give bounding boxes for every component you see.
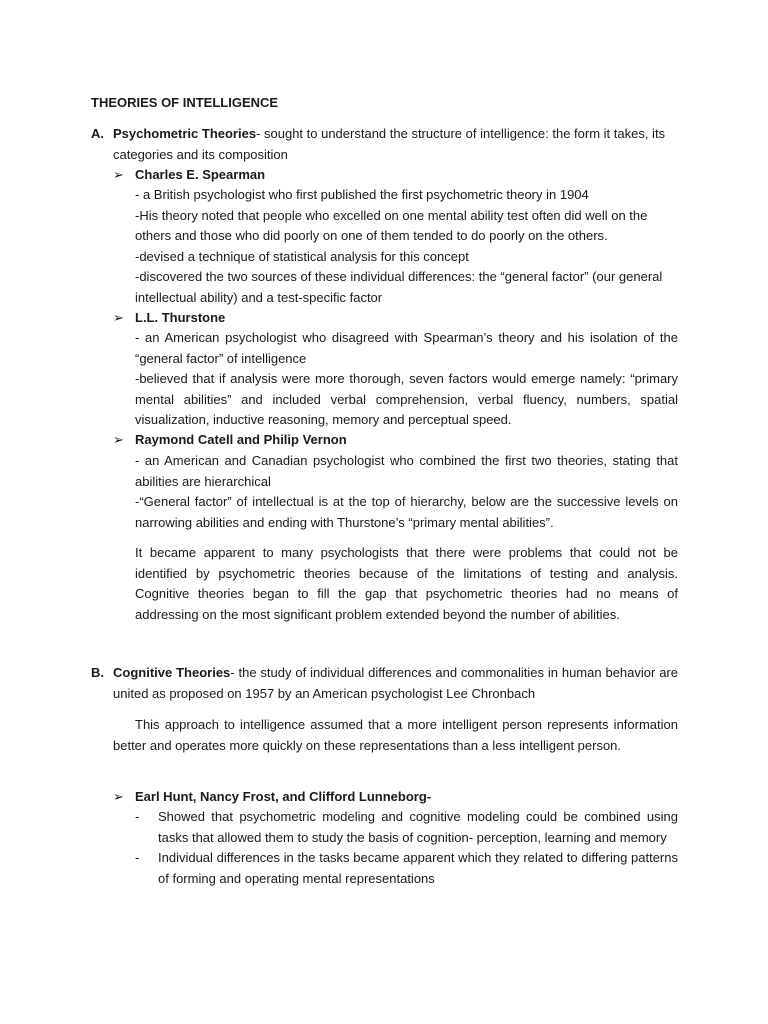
section-a-closing: It became apparent to many psychologists that there were problems that could not be identified by psychometric theories because of the limitations of testing and analysis. Cognitive theories began to fill the gap that psychometric theories had no means of addressing on the most significant problem extended beyond the number of abilities. [135, 545, 678, 622]
section-b-letter: B. [91, 665, 104, 680]
list-item-text: Showed that psychometric modeling and cognitive modeling could be combined using tasks that allowed them to study the basis of cognition- perception, learning and memory [158, 809, 678, 845]
theorist-catell-vernon [113, 430, 678, 451]
section-a-letter: A. [91, 126, 104, 141]
theorist-spearman [113, 165, 678, 186]
section-a-heading [91, 124, 678, 165]
section-a-intro: - sought to understand the structure of intelligence: the form it takes, its categories and its composition [113, 126, 666, 162]
note-line: -devised a technique of statistical analysis for this concept [135, 248, 469, 264]
arrow-bullet-icon: ➢ [113, 432, 124, 447]
thurstone-notes [135, 328, 678, 431]
theorist-name: Earl Hunt, Nancy Frost, and Clifford Lunneborg- [135, 789, 432, 804]
hunt-items [135, 807, 678, 889]
section-b-intro: - the study of individual differences and commonalities in human behavior are united as proposed on 1957 by an American psychologist Lee Chronbach [113, 665, 678, 701]
catell-vernon-notes [135, 451, 678, 533]
list-item [135, 807, 678, 848]
section-b-intro-block [113, 663, 678, 704]
note-line: -“General factor” of intellectual is at the top of hierarchy, below are the successive levels on narrowing abilities and ending with Thurstone’s “primary mental abilities”. [135, 494, 678, 530]
note-line: -discovered the two sources of these individual differences: the “general factor” (our general intellectual ability) and a test-specific factor [135, 269, 663, 305]
list-item [135, 848, 678, 889]
section-b-heading-text: Cognitive Theories [113, 665, 231, 680]
section-a-intro-block [113, 124, 678, 165]
theorist-thurstone [113, 308, 678, 329]
section-a-heading-text: Psychometric Theories [113, 126, 257, 141]
theorist-name: Raymond Catell and Philip Vernon [135, 432, 347, 447]
list-item-text: Individual differences in the tasks became apparent which they related to differing patterns of forming and operating mental representations [158, 850, 678, 886]
arrow-bullet-icon: ➢ [113, 789, 124, 804]
spearman-notes [135, 185, 678, 308]
section-b-heading [91, 663, 678, 704]
document-title: THEORIES OF INTELLIGENCE [91, 95, 279, 110]
note-line: - a British psychologist who first published the first psychometric theory in 1904 [135, 187, 589, 202]
section-b-paragraph: This approach to intelligence assumed that a more intelligent person represents information better and operates more quickly on these representations than a less intelligent person. [113, 717, 678, 753]
dash-marker: - [135, 809, 140, 824]
note-line: -believed that if analysis were more thorough, seven factors would emerge namely: “primary mental abilities” and included verbal comprehension, verbal fluency, numbers, spatial visualization, inductive reasoning, memory and perceptual speed. [135, 371, 678, 427]
theorist-hunt-frost-lunneborg [113, 787, 678, 808]
theorist-name: Charles E. Spearman [135, 167, 266, 182]
note-line: -His theory noted that people who excelled on one mental ability test often did well on the others and those who did poorly on one of them tended to do poorly on the others. [135, 207, 648, 243]
arrow-bullet-icon: ➢ [113, 310, 124, 325]
arrow-bullet-icon: ➢ [113, 167, 124, 182]
theorist-name: L.L. Thurstone [135, 310, 226, 325]
note-line: - an American psychologist who disagreed with Spearman’s theory and his isolation of the “general factor” of intelligence [135, 330, 678, 366]
dash-marker: - [135, 850, 140, 865]
note-line: - an American and Canadian psychologist who combined the first two theories, stating that abilities are hierarchical [135, 453, 678, 489]
